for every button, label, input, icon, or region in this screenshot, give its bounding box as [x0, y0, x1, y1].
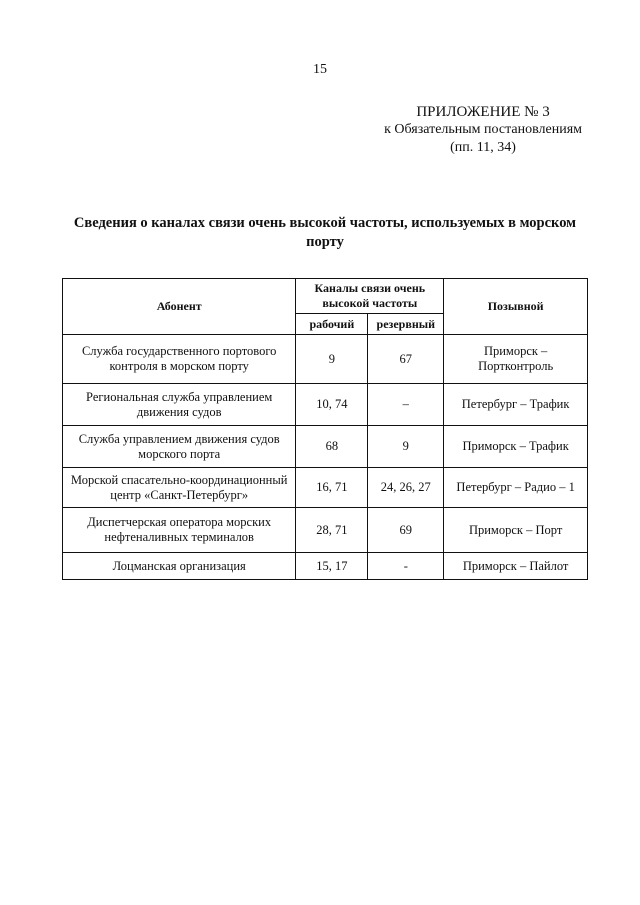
cell-callsign: Петербург – Трафик — [444, 384, 588, 426]
cell-subscriber: Служба управлением движения судов морского порта — [63, 426, 296, 468]
table-row — [63, 508, 588, 553]
cell-subscriber: Служба государственного портового контроля в морском порту — [63, 335, 296, 384]
cell-callsign: Приморск – Пайлот — [444, 553, 588, 580]
appendix-paragraphs: (пп. 11, 34) — [450, 140, 516, 155]
header-vhf-channels: Каналы связи очень высокой частоты — [296, 279, 444, 314]
cell-working: 28, 71 — [296, 508, 368, 553]
header-callsign: Позывной — [444, 279, 588, 335]
cell-working: 16, 71 — [296, 468, 368, 508]
cell-subscriber: Морской спасательно-координационный центр «Санкт-Петербург» — [63, 468, 296, 508]
table-row — [63, 468, 588, 508]
page-number: 15 — [313, 62, 327, 77]
table-row — [63, 426, 588, 468]
cell-reserve: 67 — [368, 335, 444, 384]
table-row — [63, 553, 588, 580]
header-working: рабочий — [296, 314, 368, 335]
cell-reserve: 9 — [368, 426, 444, 468]
header-reserve: резервный — [368, 314, 444, 335]
cell-working: 68 — [296, 426, 368, 468]
vhf-channels-table — [62, 278, 588, 580]
cell-reserve: 24, 26, 27 — [368, 468, 444, 508]
cell-callsign: Приморск – Портконтроль — [444, 335, 588, 384]
cell-working: 15, 17 — [296, 553, 368, 580]
cell-callsign: Петербург – Радио – 1 — [444, 468, 588, 508]
cell-reserve: – — [368, 384, 444, 426]
cell-reserve: 69 — [368, 508, 444, 553]
cell-reserve: - — [368, 553, 444, 580]
cell-subscriber: Диспетчерская оператора морских нефтеналивных терминалов — [63, 508, 296, 553]
cell-subscriber: Лоцманская организация — [63, 553, 296, 580]
appendix-block — [384, 103, 582, 157]
header-subscriber: Абонент — [63, 279, 296, 335]
cell-working: 9 — [296, 335, 368, 384]
document-title: Сведения о каналах связи очень высокой частоты, используемых в морском порту — [73, 215, 577, 250]
cell-subscriber: Региональная служба управлением движения судов — [63, 384, 296, 426]
appendix-reference: к Обязательным постановлениям — [384, 122, 582, 137]
table-row — [63, 335, 588, 384]
cell-working: 10, 74 — [296, 384, 368, 426]
cell-callsign: Приморск – Порт — [444, 508, 588, 553]
cell-callsign: Приморск – Трафик — [444, 426, 588, 468]
appendix-title: ПРИЛОЖЕНИЕ № 3 — [416, 104, 550, 120]
table-header-row — [63, 279, 588, 314]
table-row — [63, 384, 588, 426]
